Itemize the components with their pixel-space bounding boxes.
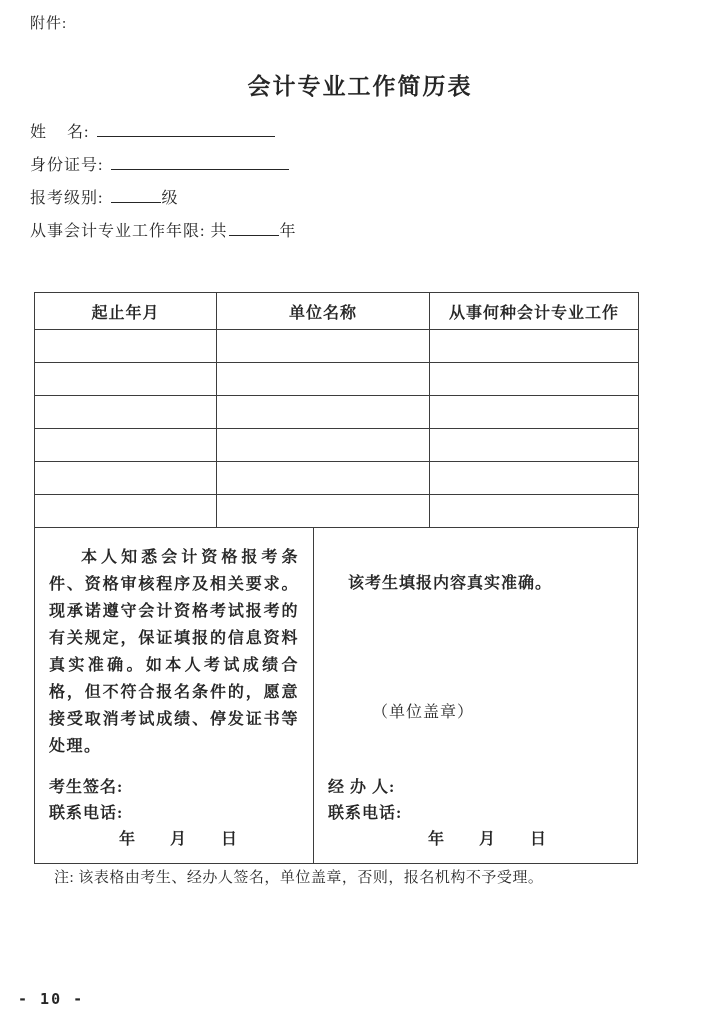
agent-label: 经 办 人: [328, 779, 396, 796]
unit-date-line [328, 827, 623, 853]
date-day-label: 日 [221, 831, 239, 848]
applicant-phone-label: 联系电话: [49, 805, 124, 822]
name-field-row [30, 116, 296, 149]
work-history-table [34, 292, 639, 528]
date-month-label: 月 [170, 831, 188, 848]
exam-level-field-row [30, 182, 296, 215]
work-history-empty-row [35, 363, 639, 396]
work-history-cell [430, 363, 639, 396]
work-history-cell [217, 363, 430, 396]
applicant-statement: 本人知悉会计资格报考条件、资格审核程序及相关要求。现承诺遵守会计资格考试报考的有关规定，保证填报的信息资料真实准确。如本人考试成绩合格，但不符合报名条件的，愿意接受取消考试成绩、停发证书等处理。 [49, 549, 299, 755]
column-header-work-type: 从事何种会计专业工作 [430, 293, 639, 330]
date-month-label: 月 [479, 831, 497, 848]
work-years-field-row [30, 215, 296, 248]
unit-stamp-label: （单位盖章） [372, 704, 475, 721]
exam-level-suffix: 级 [161, 190, 179, 207]
applicant-fields [30, 116, 296, 248]
work-history-cell [217, 462, 430, 495]
work-history-cell [430, 429, 639, 462]
column-header-unit-name: 单位名称 [217, 293, 430, 330]
applicant-date-line [49, 827, 299, 853]
work-history-cell [35, 330, 217, 363]
date-year-label: 年 [119, 831, 137, 848]
page-number: - 10 - [18, 990, 85, 1008]
work-history-empty-row [35, 429, 639, 462]
work-history-cell [35, 363, 217, 396]
date-year-label: 年 [428, 831, 446, 848]
unit-signature-block [328, 775, 623, 853]
applicant-signature-block [49, 775, 299, 853]
name-label: 姓 名: [30, 124, 90, 141]
unit-statement: 该考生填报内容真实准确。 [348, 575, 553, 592]
work-history-cell [35, 462, 217, 495]
work-years-suffix: 年 [279, 223, 297, 240]
name-underline [97, 119, 275, 137]
work-history-section [34, 292, 638, 864]
work-history-cell [217, 330, 430, 363]
work-history-header-row [35, 293, 639, 330]
work-history-cell [430, 396, 639, 429]
exam-level-label: 报考级别: [30, 190, 104, 207]
work-history-cell [35, 495, 217, 528]
work-history-cell [217, 495, 430, 528]
work-history-body [35, 330, 639, 528]
declaration-section [34, 528, 638, 864]
work-history-cell [217, 429, 430, 462]
form-title: 会计专业工作简历表 [247, 74, 473, 99]
work-history-cell [430, 462, 639, 495]
unit-confirmation-cell [314, 528, 637, 863]
work-history-empty-row [35, 330, 639, 363]
work-years-underline [229, 218, 279, 236]
work-history-cell [217, 396, 430, 429]
work-history-empty-row [35, 495, 639, 528]
work-years-label: 从事会计专业工作年限: 共 [30, 223, 228, 240]
date-day-label: 日 [530, 831, 548, 848]
column-header-date-range: 起止年月 [35, 293, 217, 330]
id-number-label: 身份证号: [30, 157, 104, 174]
work-history-cell [35, 396, 217, 429]
work-history-cell [35, 429, 217, 462]
work-history-empty-row [35, 462, 639, 495]
work-history-empty-row [35, 396, 639, 429]
exam-level-underline [111, 185, 161, 203]
work-history-cell [430, 330, 639, 363]
id-number-underline [111, 152, 289, 170]
id-number-field-row [30, 149, 296, 182]
note-text: 注: 该表格由考生、经办人签名，单位盖章，否则，报名机构不予受理。 [54, 870, 544, 886]
attachment-label: 附件: [30, 16, 68, 32]
agent-phone-label: 联系电话: [328, 805, 403, 822]
applicant-declaration-cell [35, 528, 314, 863]
applicant-sign-label: 考生签名: [49, 779, 124, 796]
work-history-cell [430, 495, 639, 528]
